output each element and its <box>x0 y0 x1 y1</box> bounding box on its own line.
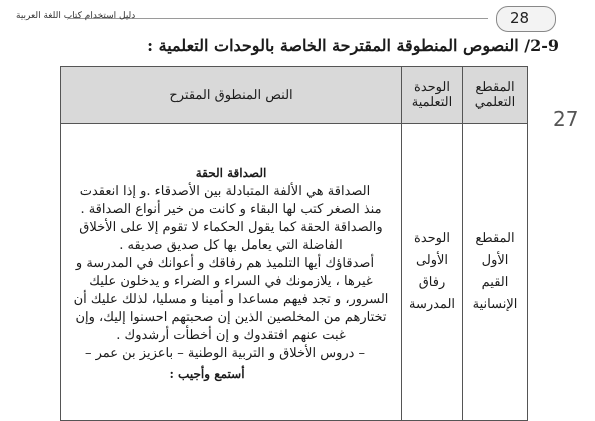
segment-line: المقطع <box>475 231 515 246</box>
text-source: – دروس الأخلاق و التربية الوطنية – باعزيز بن عمر – <box>84 345 366 361</box>
table-header-row <box>61 67 528 124</box>
header-unit: الوحدة التعلمية <box>402 67 463 124</box>
segment-line: القيم <box>481 275 509 290</box>
segment-line: الإنسانية <box>472 297 518 312</box>
header-segment: المقطع التعلمي <box>463 67 528 124</box>
listen-label: أستمع وأجيب : <box>169 366 245 381</box>
text-cell <box>61 124 402 421</box>
segment-line: الأول <box>481 253 509 268</box>
paragraph-1: الصداقة هي الألفة المتبادلة بين الأصدقاء .و إذا انعقدت منذ الصغر كتب لها البقاء و كانت من خير أنواع الصداقة . والصداقة الحقة كما يقول الحكماء لا تقوم إلا على الأخلاق الفاضلة التي يعامل بها كل صديق صديقه . <box>79 183 383 253</box>
text-title: الصداقة الحقة <box>195 165 267 180</box>
header-text: النص المنطوق المقترح <box>61 67 402 124</box>
paragraph-2: أصدقاؤك أيها التلميذ هم رفاقك و أعوانك في المدرسة و غيرها ، يلازمونك في السراء و الضراء و يدخلون عليك السرور، و تجد فيهم مساعدا و أمينا و مسليا، لذلك عليك أن تختارهم من المخلصين الذين إن صحبتهم احسنوا إليك، وإن غبت عنهم افتقدوك و إن أخطأت أرشدوك . <box>73 255 389 343</box>
page-number: 28 <box>510 9 530 27</box>
segment-cell <box>463 124 528 421</box>
unit-line: الأولى <box>415 253 449 268</box>
unit-line: المدرسة <box>408 297 456 312</box>
table-row <box>61 124 528 421</box>
texts-table <box>60 66 528 421</box>
unit-line: الوحدة <box>414 231 450 246</box>
unit-cell <box>402 124 463 421</box>
running-title: دليل استخدام كتاب اللغة العربية <box>16 11 136 21</box>
section-title: 2-9/ النصوص المنطوقة المقترحة الخاصة بالوحدات التعلمية : <box>147 36 559 55</box>
unit-line: رفاق <box>418 275 446 290</box>
side-page-number: 27 <box>553 107 579 131</box>
